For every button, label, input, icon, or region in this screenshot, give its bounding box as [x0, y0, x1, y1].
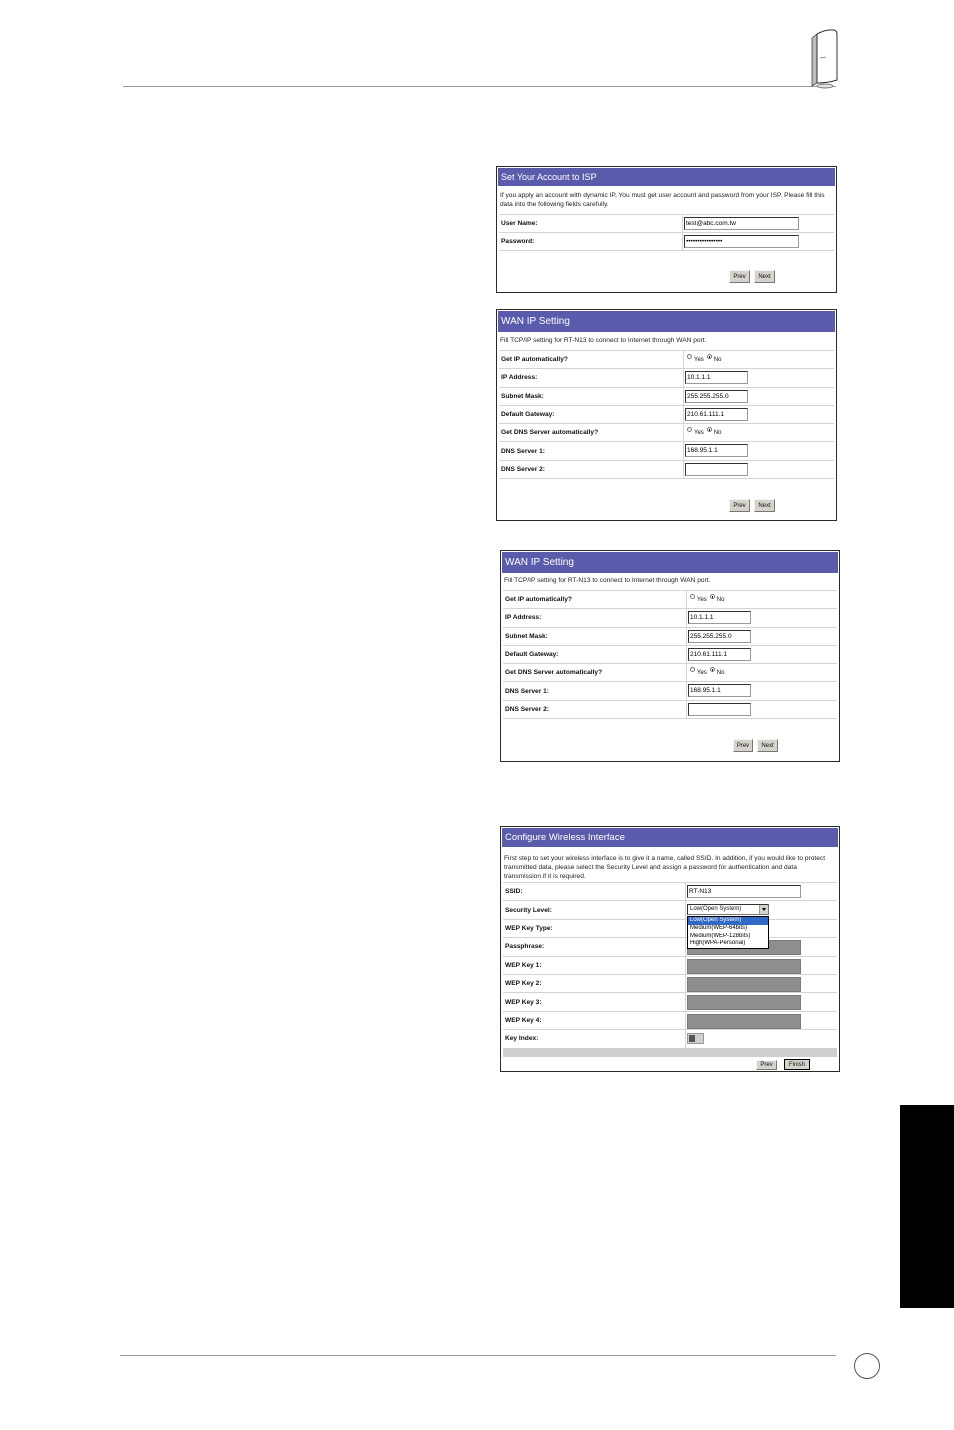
radio-label: Yes	[694, 357, 704, 363]
key-index-select-disabled	[687, 1033, 704, 1044]
form-row-default-gateway	[499, 406, 834, 424]
get-ip-auto-label: Get IP automatically?	[499, 351, 684, 368]
radio-option-yes[interactable]	[690, 667, 707, 676]
dns-server-2-label: DNS Server 2:	[503, 701, 687, 718]
wep-key-2-cell	[686, 975, 837, 992]
radio-button[interactable]	[687, 354, 692, 359]
panel-title: Configure Wireless Interface	[502, 828, 838, 847]
ip-address-cell	[684, 369, 834, 386]
security-level-selected-value: Low(Open System)	[690, 906, 742, 913]
form-row-key-index	[503, 1030, 837, 1048]
dropdown-option[interactable]: Medium(WEP-64bits)	[690, 924, 748, 931]
key-index-cell	[686, 1030, 837, 1047]
ssid-label: SSID:	[503, 883, 686, 900]
wep-key-2-label: WEP Key 2:	[503, 975, 686, 992]
form-row-passphrase	[503, 938, 837, 956]
ip-address-cell	[687, 609, 837, 626]
form-row-wep-key-3	[503, 993, 837, 1011]
form-row-wep-key-2	[503, 975, 837, 993]
get-ip-auto-label: Get IP automatically?	[503, 591, 687, 608]
form-row-wep-key-type	[503, 920, 837, 938]
dns-server-1-input[interactable]	[685, 444, 748, 457]
wan-ip-setting-panel	[500, 550, 840, 762]
button-bar-separator	[503, 1048, 837, 1057]
default-gateway-input[interactable]	[685, 408, 748, 421]
radio-button[interactable]	[710, 594, 715, 599]
default-gateway-cell	[684, 406, 834, 423]
radio-button[interactable]	[707, 354, 712, 359]
wep-key-1-input-disabled	[687, 959, 801, 974]
prev-button[interactable]: Prev	[729, 270, 750, 283]
wep-key-1-label: WEP Key 1:	[503, 957, 686, 974]
ssid-input[interactable]	[687, 885, 801, 898]
form-table	[503, 590, 837, 719]
default-gateway-label: Default Gateway:	[503, 646, 687, 663]
chevron-down-icon[interactable]	[759, 905, 768, 914]
get-dns-auto-cell	[684, 424, 834, 441]
header-rule	[123, 86, 836, 87]
panel-title: WAN IP Setting	[502, 552, 838, 573]
form-row-dns-server-2	[499, 461, 834, 479]
radio-label: No	[716, 670, 725, 677]
next-button[interactable]: Next	[757, 739, 778, 752]
dns-server-2-cell	[687, 701, 837, 718]
form-row-ip-address	[503, 609, 837, 627]
form-row-get-ip-auto	[499, 351, 834, 369]
form-table	[499, 350, 834, 479]
radio-label: Yes	[694, 430, 704, 437]
radio-label: No	[713, 430, 722, 437]
wep-key-4-label: WEP Key 4:	[503, 1012, 686, 1029]
form-row-subnet-mask	[499, 388, 834, 406]
default-gateway-cell	[687, 646, 837, 663]
subnet-mask-cell	[687, 628, 837, 645]
form-row-dns-server-1	[503, 682, 837, 700]
form-table	[503, 882, 837, 1049]
form-row-wep-key-1	[503, 957, 837, 975]
form-row-ip-address	[499, 369, 834, 387]
password-label: Password:	[499, 233, 683, 250]
dns-server-1-cell	[684, 442, 834, 459]
security-level-select[interactable]	[687, 904, 769, 915]
get-ip-auto-cell	[687, 591, 837, 608]
finish-button[interactable]: Finish	[784, 1059, 810, 1070]
dns-server-2-label: DNS Server 2:	[499, 461, 684, 478]
form-row-security-level	[503, 901, 837, 919]
panel-description: First step to set your wireless interface is to give it a name, called SSID. In addition, if you would like to protect transmitted data, please select the Security Level and assign a password for authentication and data transmission if it is required.	[504, 855, 826, 880]
security-level-dropdown-list	[687, 916, 769, 949]
page-number-circle	[854, 1353, 880, 1379]
language-side-tab	[900, 1105, 954, 1308]
dns-server-2-cell	[684, 461, 834, 478]
radio-button[interactable]	[710, 667, 715, 672]
key-index-label: Key Index:	[503, 1030, 686, 1047]
get-ip-auto-cell	[684, 351, 834, 368]
next-button[interactable]: Next	[754, 270, 775, 283]
subnet-mask-input[interactable]	[685, 390, 748, 403]
subnet-mask-input[interactable]	[688, 630, 751, 643]
get-dns-auto-cell	[687, 664, 837, 681]
dropdown-option[interactable]: Low(Open System)	[688, 917, 768, 925]
wep-key-3-input-disabled	[687, 995, 801, 1010]
default-gateway-label: Default Gateway:	[499, 406, 684, 423]
password-cell	[683, 233, 834, 250]
radio-option-yes[interactable]	[687, 354, 704, 363]
get-dns-auto-radio-group	[690, 667, 727, 676]
radio-option-no[interactable]	[707, 354, 722, 363]
user-name-cell	[683, 215, 834, 232]
radio-button[interactable]	[687, 427, 692, 432]
wep-key-3-label: WEP Key 3:	[503, 993, 686, 1010]
dns-server-1-label: DNS Server 1:	[499, 442, 684, 459]
form-row-get-dns-auto	[503, 664, 837, 682]
radio-option-no[interactable]	[710, 667, 725, 676]
wep-key-type-label: WEP Key Type:	[503, 920, 686, 937]
dropdown-option[interactable]: High(WPA-Personal)	[690, 940, 746, 947]
wep-key-2-input-disabled	[687, 977, 801, 992]
wan-ip-setting-panel	[496, 309, 837, 521]
form-table	[499, 214, 834, 251]
password-input[interactable]	[684, 235, 799, 248]
radio-label: No	[713, 357, 722, 363]
form-row-wep-key-4	[503, 1012, 837, 1030]
ip-address-input[interactable]	[688, 611, 751, 624]
panel-title: Set Your Account to ISP	[498, 168, 835, 186]
radio-option-no[interactable]	[707, 427, 722, 436]
radio-option-yes[interactable]	[687, 427, 704, 436]
ip-address-input[interactable]	[685, 371, 748, 384]
next-button[interactable]: Next	[754, 499, 775, 512]
subnet-mask-cell	[684, 388, 834, 405]
dropdown-option[interactable]: Medium(WEP-128bits)	[690, 932, 751, 939]
form-row-dns-server-2	[503, 701, 837, 719]
get-dns-auto-radio-group	[687, 427, 724, 436]
default-gateway-input[interactable]	[688, 648, 751, 661]
prev-button[interactable]: Prev	[756, 1060, 777, 1070]
panel-description: Fill TCP/IP setting for RT-N13 to connect to Internet through WAN port.	[500, 337, 707, 344]
subnet-mask-label: Subnet Mask:	[503, 628, 687, 645]
prev-button[interactable]: Prev	[733, 739, 753, 752]
get-dns-auto-label: Get DNS Server automatically?	[499, 424, 684, 441]
radio-option-no[interactable]	[710, 594, 725, 603]
dns-server-1-input[interactable]	[688, 684, 751, 697]
panel-title: WAN IP Setting	[498, 311, 835, 332]
isp-account-panel	[496, 166, 837, 293]
wep-key-1-cell	[686, 957, 837, 974]
prev-button[interactable]: Prev	[729, 499, 750, 512]
radio-label: Yes	[697, 670, 707, 677]
form-row-default-gateway	[503, 646, 837, 664]
get-ip-auto-radio-group	[687, 354, 724, 363]
radio-option-yes[interactable]	[690, 594, 707, 603]
radio-label: Yes	[697, 597, 707, 603]
security-level-label: Security Level:	[503, 901, 686, 918]
subnet-mask-label: Subnet Mask:	[499, 388, 684, 405]
radio-label: No	[716, 597, 725, 603]
radio-button[interactable]	[690, 594, 695, 599]
dns-server-2-input[interactable]	[688, 703, 751, 716]
get-dns-auto-label: Get DNS Server automatically?	[503, 664, 687, 681]
form-row-user-name	[499, 215, 834, 233]
radio-button[interactable]	[690, 667, 695, 672]
passphrase-label: Passphrase:	[503, 938, 686, 955]
dns-server-1-label: DNS Server 1:	[503, 682, 687, 699]
wep-key-3-cell	[686, 993, 837, 1010]
dns-server-1-cell	[687, 682, 837, 699]
wep-key-4-input-disabled	[687, 1014, 801, 1029]
router-icon	[806, 28, 842, 90]
radio-button[interactable]	[707, 427, 712, 432]
form-row-get-ip-auto	[503, 591, 837, 609]
footer-rule	[120, 1355, 836, 1356]
form-row-ssid	[503, 883, 837, 901]
form-row-get-dns-auto	[499, 424, 834, 442]
ssid-cell	[686, 883, 837, 900]
form-row-password	[499, 233, 834, 251]
get-ip-auto-radio-group	[690, 594, 727, 603]
ip-address-label: IP Address:	[499, 369, 684, 386]
user-name-label: User Name:	[499, 215, 683, 232]
form-row-subnet-mask	[503, 628, 837, 646]
panel-description: If you apply an account with dynamic IP, You must get user account and password from your ISP. Please fill this data into the following fields carefully.	[500, 192, 825, 208]
form-row-dns-server-1	[499, 442, 834, 460]
wireless-interface-panel	[500, 826, 840, 1072]
panel-description: Fill TCP/IP setting for RT-N13 to connect to Internet through WAN port.	[504, 577, 711, 584]
dns-server-2-input[interactable]	[685, 463, 748, 476]
user-name-input[interactable]	[684, 217, 799, 230]
wep-key-4-cell	[686, 1012, 837, 1029]
ip-address-label: IP Address:	[503, 609, 687, 626]
